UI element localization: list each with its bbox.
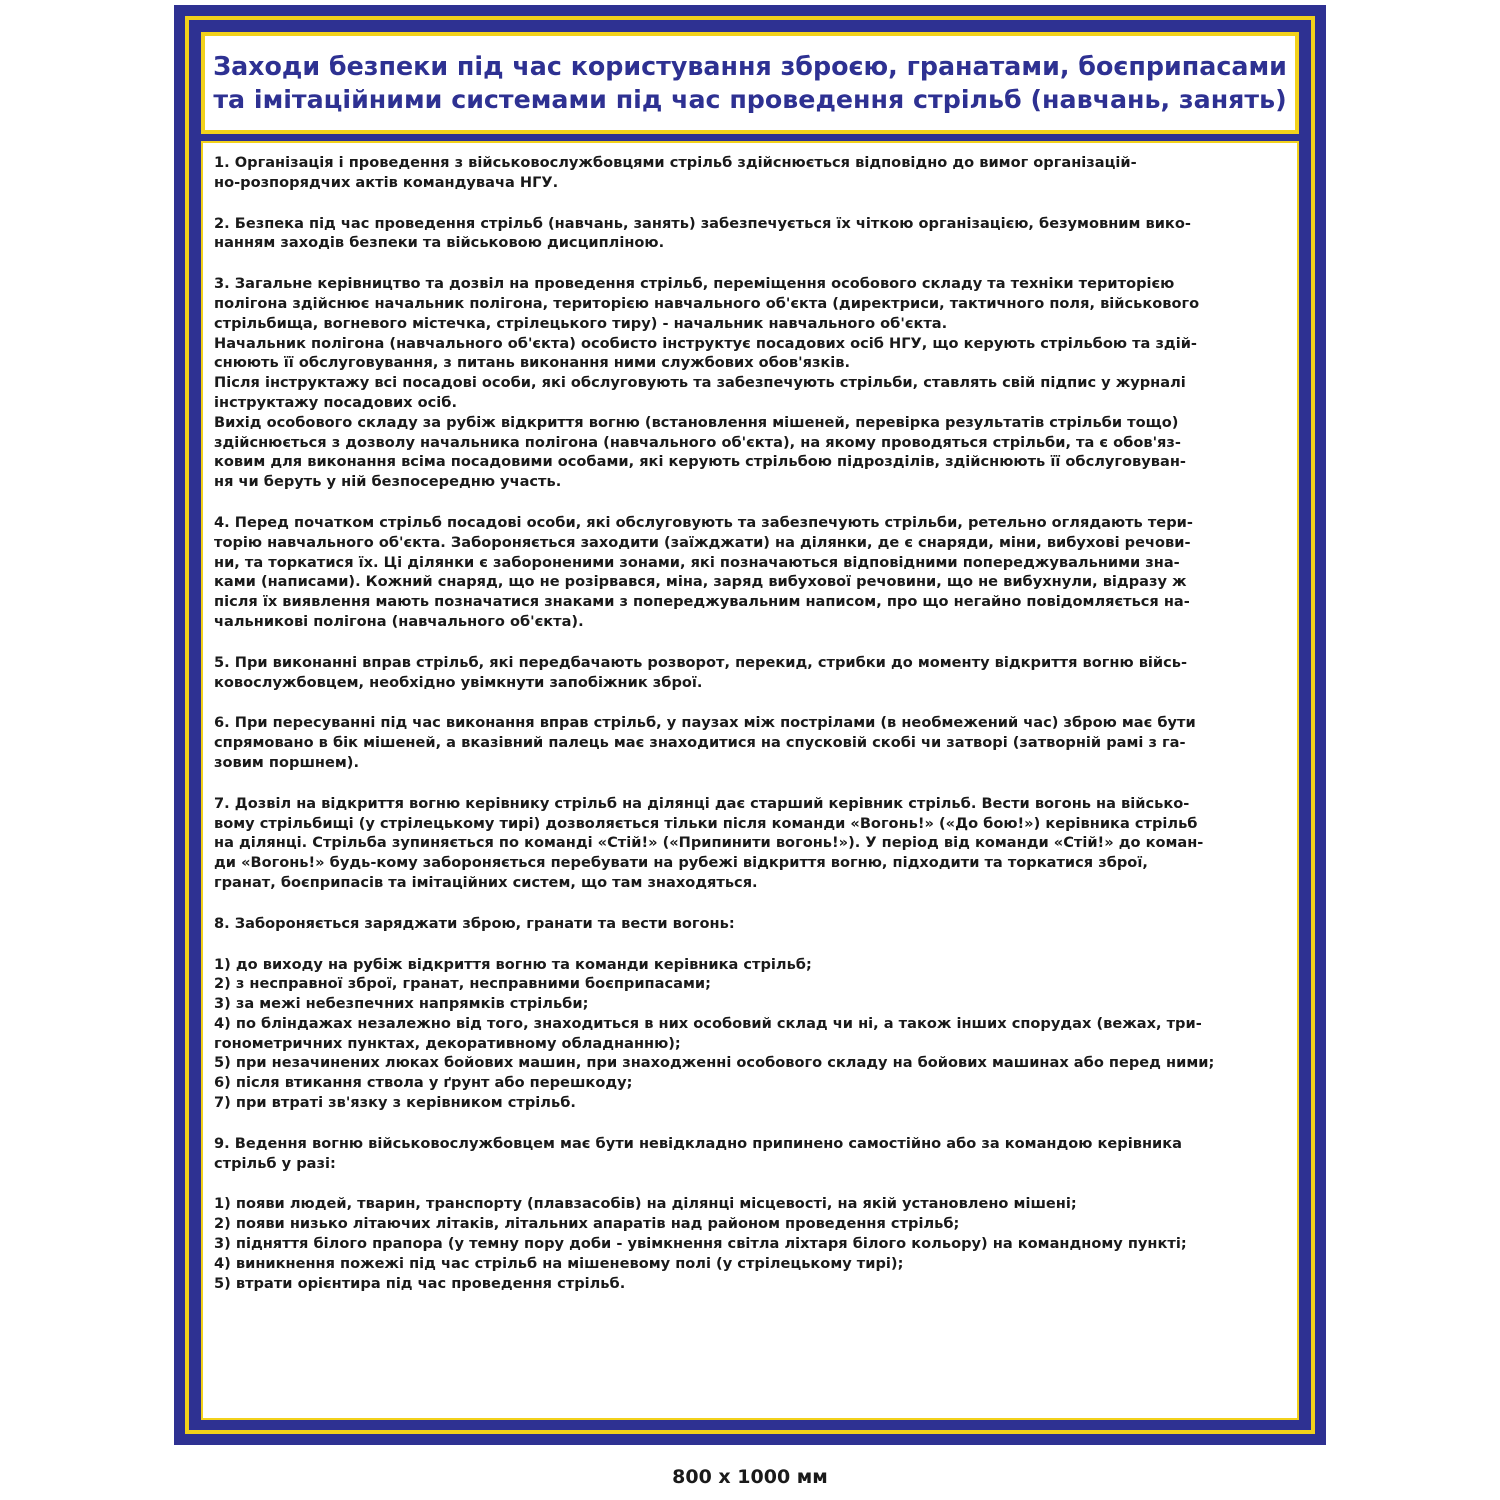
rule-text-line: ди «Вогонь!» будь-кому забороняється перебувати на рубежі відкриття вогню, підходити та торкатися зброї,	[214, 854, 1148, 872]
rule-text-line: нанням заходів безпеки та військовою дисципліною.	[214, 234, 665, 252]
rule-text-line: ковослужбовцем, необхідно увімкнути запобіжник зброї.	[214, 673, 703, 691]
rule-paragraph	[214, 1194, 1285, 1293]
rule-text-line: 1) до виходу на рубіж відкриття вогню та команди керівника стрільб;	[214, 955, 812, 973]
rule-text-line: ня чи беруть у ній безпосередню участь.	[214, 473, 562, 491]
safety-poster	[174, 5, 1326, 1445]
rule-text-line: ками (написами). Кожний снаряд, що не розірвався, міна, заряд вибухової речовини, що не вибухнули, відразу ж	[214, 573, 1187, 591]
rule-text-line: 8. Забороняється заряджати зброю, гранати та вести вогонь:	[214, 914, 735, 932]
rules-paragraphs	[214, 153, 1285, 1293]
rule-text-line: 4) виникнення пожежі під час стрільб на мішеневому полі (у стрілецькому тирі);	[214, 1254, 904, 1272]
rule-paragraph	[214, 274, 1285, 492]
rule-text-line: стрільбища, вогневого містечка, стрілецького тиру) - начальник навчального об'єкта.	[214, 314, 948, 332]
page-title	[205, 36, 1295, 130]
rule-paragraph	[214, 794, 1285, 893]
rule-text-line: 2) з несправної зброї, гранат, несправними боєприпасами;	[214, 975, 711, 993]
rule-text-line: 2) появи низько літаючих літаків, літальних апаратів над районом проведення стрільб;	[214, 1215, 960, 1233]
title-box	[201, 32, 1299, 134]
rule-text-line: полігона здійснює начальник полігона, територією навчального об'єкта (директриси, тактичного поля, військового	[214, 294, 1200, 312]
rule-text-line: 1) появи людей, тварин, транспорту (плавзасобів) на ділянці місцевості, на якій установлено мішені;	[214, 1195, 1077, 1213]
rule-text-line: стрільб у разі:	[214, 1154, 336, 1172]
rule-paragraph	[214, 153, 1285, 193]
title-line: Заходи безпеки під час користування зброєю, гранатами, боєприпасами	[213, 51, 1287, 81]
rule-text-line: здійснюється з дозволу начальника полігона (навчального об'єкта), на якому проводяться стрільби, та є обов'яз-	[214, 433, 1181, 451]
rule-text-line: 4. Перед початком стрільб посадові особи, які обслуговують та забезпечують стрільби, ретельно оглядають тери-	[214, 513, 1193, 531]
rule-text-line: інструктажу посадових осіб.	[214, 393, 458, 411]
rule-text-line: після їх виявлення мають позначатися знаками з попереджувальним написом, про що негайно повідомляється на-	[214, 593, 1190, 611]
rule-text-line: 5. При виконанні вправ стрільб, які передбачають розворот, перекид, стрибки до моменту відкриття вогню війсь-	[214, 653, 1188, 671]
rule-text-line: Начальник полігона (навчального об'єкта) особисто інструктує посадових осіб НГУ, що керують стрільбою та здій-	[214, 334, 1197, 352]
rule-paragraph	[214, 1134, 1285, 1174]
rule-text-line: 6. При пересуванні під час виконання вправ стрільб, у паузах між пострілами (в необмежений час) зброю має бути	[214, 714, 1196, 732]
rule-text-line: снюють її обслуговування, з питань виконання ними службових обов'язків.	[214, 354, 851, 372]
rule-paragraph	[214, 955, 1285, 1113]
rule-text-line: гонометричних пунктах, декоративному обладнанню);	[214, 1034, 681, 1052]
title-line: та імітаційними системами під час проведення стрільб (навчань, занять)	[213, 85, 1287, 114]
rule-text-line: зовим поршнем).	[214, 753, 359, 771]
rule-text-line: 3) за межі небезпечних напрямків стрільби;	[214, 995, 589, 1013]
rule-text-line: 6) після втикання ствола у ґрунт або перешкоду;	[214, 1074, 633, 1092]
rule-text-line: 5) при незачинених люках бойових машин, при знаходженні особового складу на бойових машинах або перед ними;	[214, 1054, 1215, 1072]
rule-paragraph	[214, 653, 1285, 693]
rule-text-line: 9. Ведення вогню військовослужбовцем має бути невідкладно припинено самостійно або за командою керівника	[214, 1134, 1182, 1152]
rule-text-line: но-розпорядчих актів командувача НГУ.	[214, 173, 559, 191]
rule-paragraph	[214, 513, 1285, 632]
rule-text-line: вому стрільбищі (у стрілецькому тирі) дозволяється тільки після команди «Вогонь!» («До бою!») керівника стрільб	[214, 814, 1198, 832]
size-label: 800 х 1000 мм	[672, 1466, 828, 1488]
rule-paragraph	[214, 214, 1285, 254]
rule-paragraph	[214, 713, 1285, 772]
rule-text-line: ни, та торкатися їх. Ці ділянки є забороненими зонами, які позначаються відповідними попереджувальними зна-	[214, 553, 1180, 571]
rule-paragraph	[214, 914, 1285, 934]
rule-text-line: 7. Дозвіл на відкриття вогню керівнику стрільб на ділянці дає старший керівник стрільб. Вести вогонь на військо-	[214, 794, 1190, 812]
rule-text-line: 4) по бліндажах незалежно від того, знаходиться в них особовий склад чи ні, а також інших спорудах (вежах, три-	[214, 1014, 1202, 1032]
rule-text-line: 7) при втраті зв'язку з керівником стрільб.	[214, 1094, 576, 1112]
rule-text-line: Після інструктажу всі посадові особи, які обслуговують та забезпечують стрільби, ставлять свій підпис у журналі	[214, 374, 1186, 392]
rule-text-line: 3. Загальне керівництво та дозвіл на проведення стрільб, переміщення особового складу та техніки територією	[214, 275, 1175, 293]
rule-text-line: Вихід особового складу за рубіж відкриття вогню (встановлення мішеней, перевірка результатів стрільби тощо)	[214, 413, 1179, 431]
rule-text-line: на ділянці. Стрільба зупиняється по команді «Стій!» («Припинити вогонь!»). У період від команди «Стій!» до коман-	[214, 834, 1204, 852]
rule-text-line: 2. Безпека під час проведення стрільб (навчань, занять) забезпечується їх чіткою організацією, безумовним вико-	[214, 214, 1191, 232]
rule-text-line: ковим для виконання всіма посадовими особами, які керують стрільбою підрозділів, здійснюють її обслуговуван-	[214, 453, 1186, 471]
rule-text-line: 3) підняття білого прапора (у темну пору доби - увімкнення світла ліхтаря білого кольору) на командному пункті;	[214, 1235, 1187, 1253]
rule-text-line: спрямовано в бік мішеней, а вказівний палець має знаходитися на спусковій скобі чи затворі (затворній рамі з га-	[214, 734, 1186, 752]
rule-text-line: 1. Організація і проведення з військовослужбовцями стрільб здійснюється відповідно до вимог організацій-	[214, 154, 1137, 171]
rule-text-line: чальникові полігона (навчального об'єкта).	[214, 612, 584, 630]
rule-text-line: 5) втрати орієнтира під час проведення стрільб.	[214, 1274, 626, 1292]
rule-text-line: торію навчального об'єкта. Забороняється заходити (заїжджати) на ділянки, де є снаряди, міни, вибухові речови-	[214, 533, 1191, 551]
rule-text-line: гранат, боєприпасів та імітаційних систем, що там знаходяться.	[214, 873, 758, 891]
rules-text-box	[201, 141, 1299, 1420]
